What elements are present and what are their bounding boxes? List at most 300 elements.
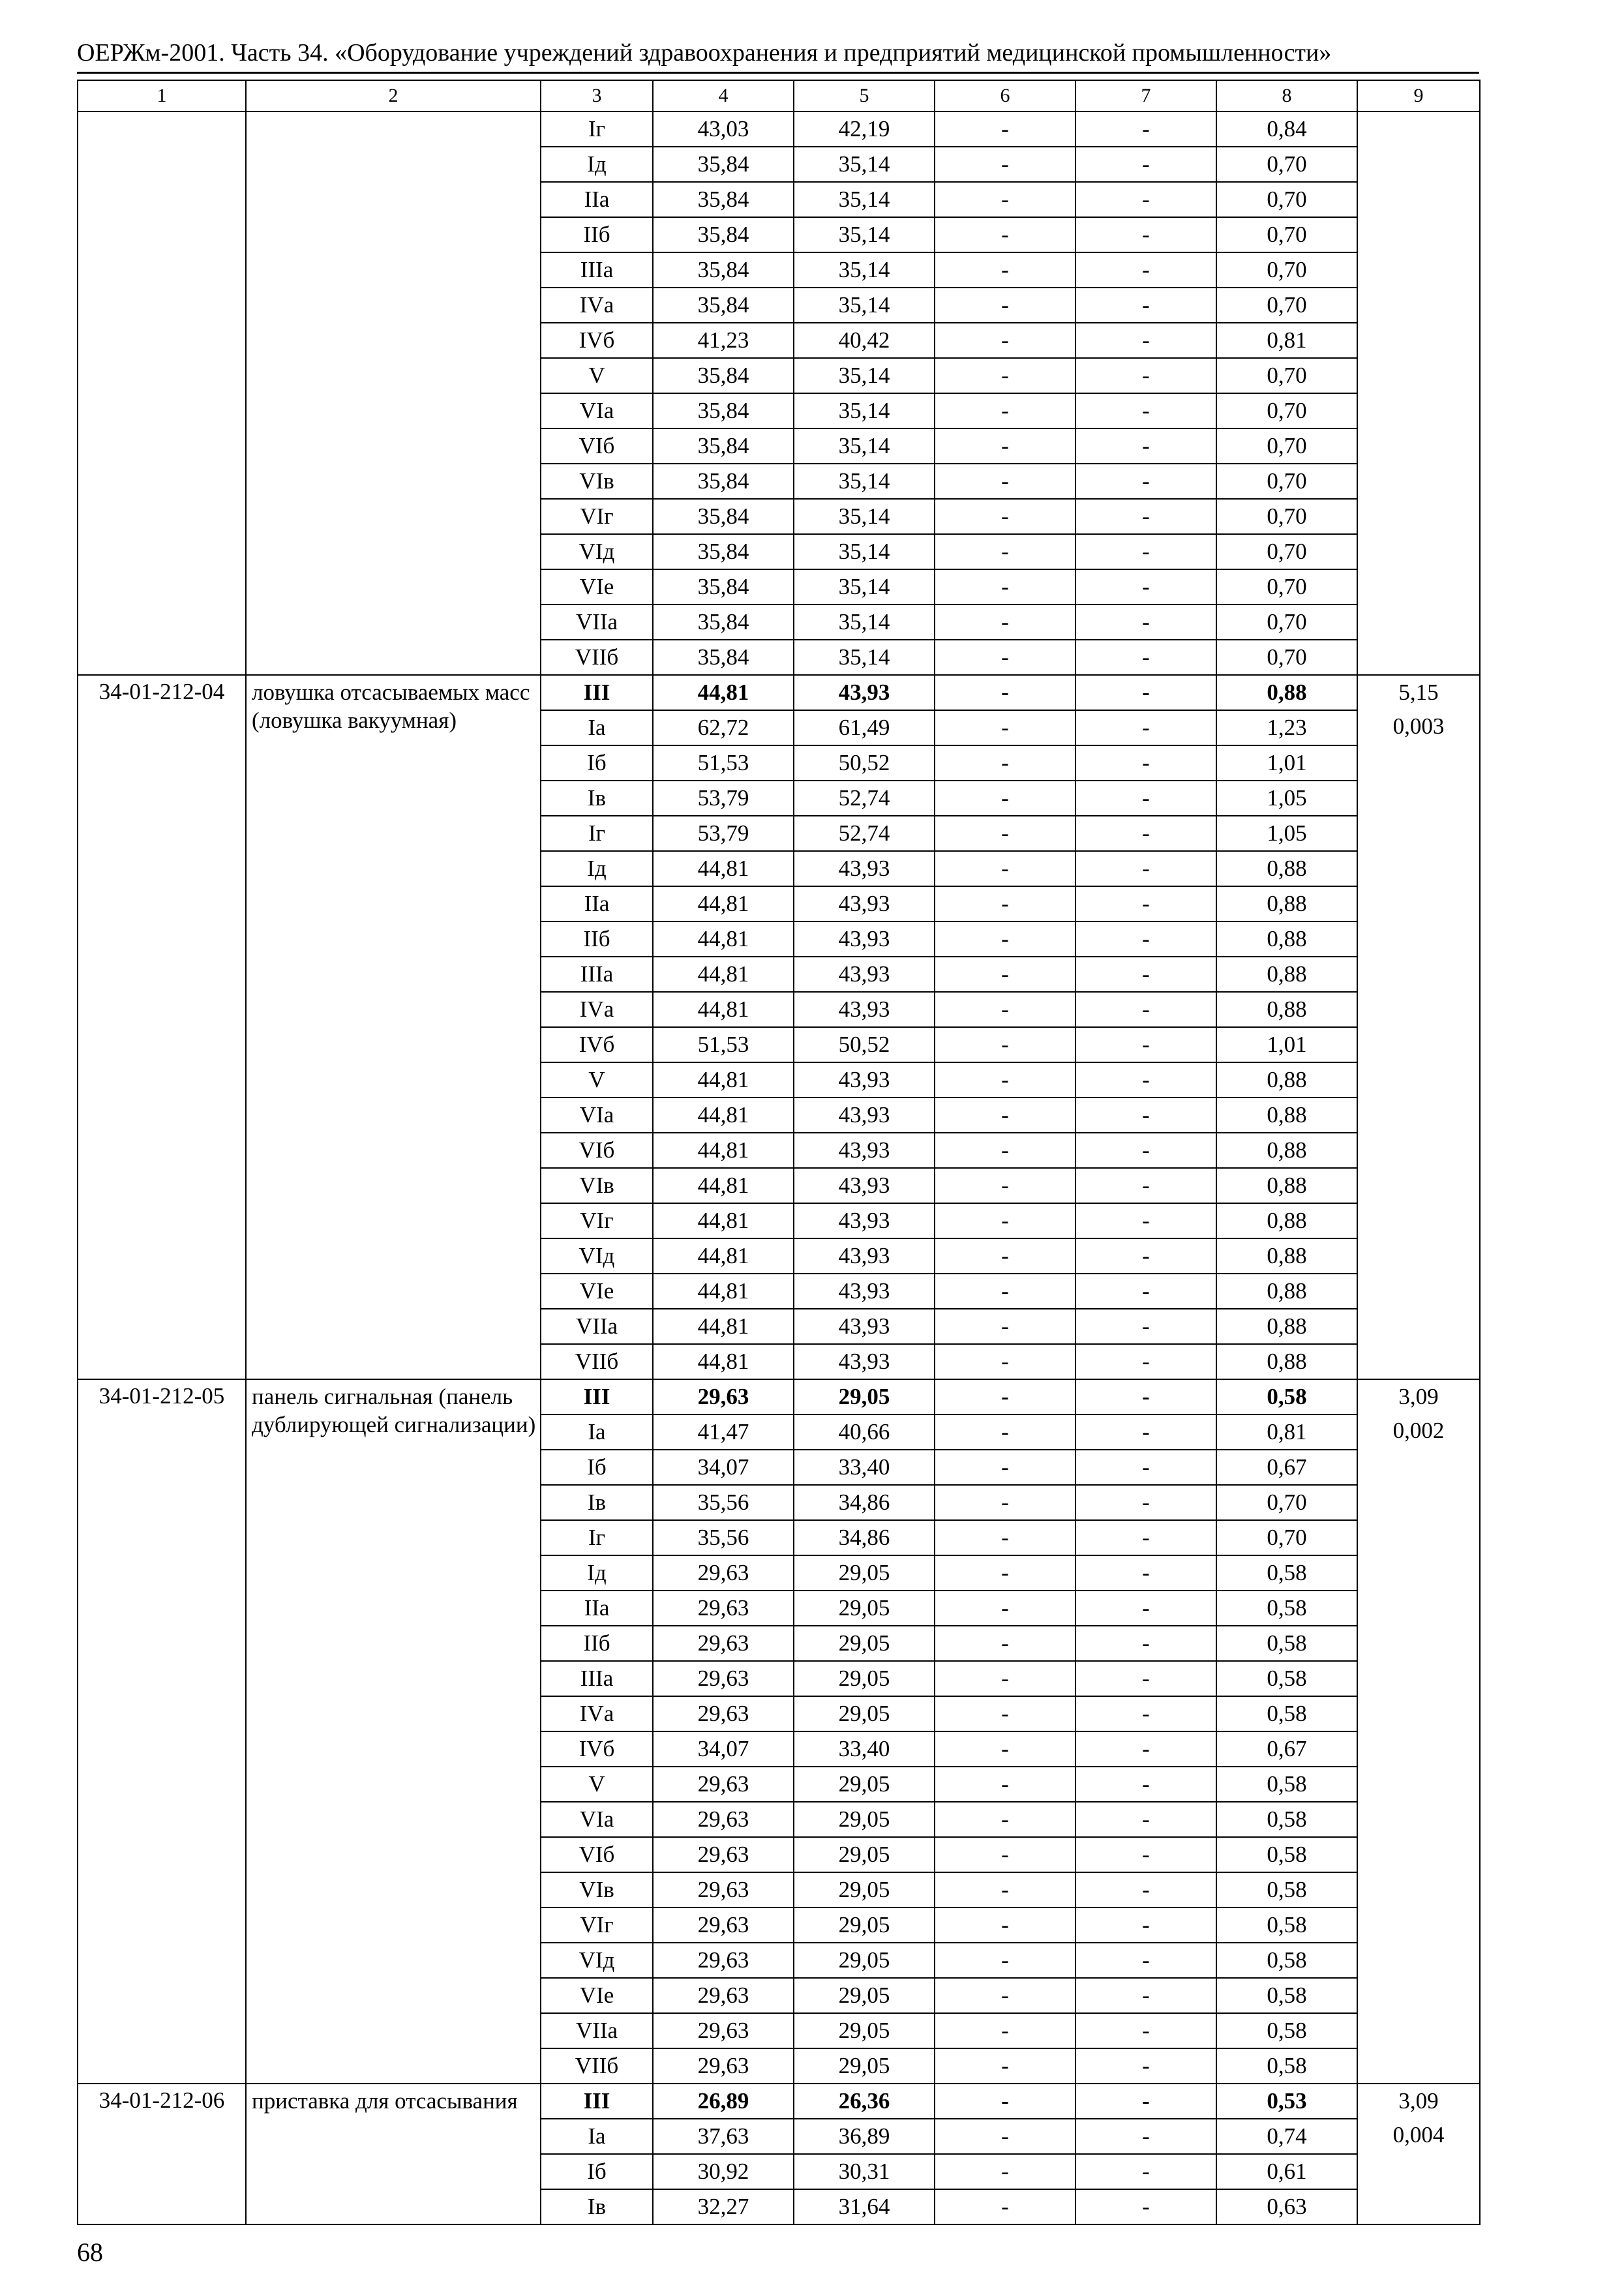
document-header: ОЕРЖм-2001. Часть 34. «Оборудование учреждений здравоохранения и предприятий медицинской промышленности» bbox=[77, 39, 1332, 67]
value-col5: 43,93 bbox=[794, 1062, 935, 1098]
value-col6: - bbox=[935, 499, 1075, 534]
value-col8: 0,88 bbox=[1216, 1203, 1357, 1238]
value-col6: - bbox=[935, 1802, 1075, 1837]
value-col4: 29,63 bbox=[653, 1626, 794, 1661]
table-row bbox=[78, 112, 1480, 147]
value-col8: 0,58 bbox=[1216, 1802, 1357, 1837]
value-col6: - bbox=[935, 1591, 1075, 1626]
value-col4: 29,63 bbox=[653, 1802, 794, 1837]
value-col4: 29,63 bbox=[653, 1696, 794, 1731]
value-col6: - bbox=[935, 1767, 1075, 1802]
zone-cell: VIе bbox=[541, 1274, 653, 1309]
zone-cell: VIг bbox=[541, 1203, 653, 1238]
col9-line: 0,004 bbox=[1392, 2122, 1445, 2147]
value-col7: - bbox=[1075, 1802, 1216, 1837]
value-col4: 35,84 bbox=[653, 605, 794, 640]
value-col5: 35,14 bbox=[794, 428, 935, 464]
resource-name: приставка для отсасывания bbox=[246, 2084, 541, 2224]
value-col4: 35,84 bbox=[653, 428, 794, 464]
zone-cell: VIб bbox=[541, 428, 653, 464]
value-col7: - bbox=[1075, 534, 1216, 569]
zone-cell: VIд bbox=[541, 1238, 653, 1274]
value-col4: 62,72 bbox=[653, 710, 794, 745]
value-col6: - bbox=[935, 957, 1075, 992]
value-col7: - bbox=[1075, 1872, 1216, 1908]
value-col7: - bbox=[1075, 1591, 1216, 1626]
zone-cell: VIе bbox=[541, 1978, 653, 2013]
value-col4: 43,03 bbox=[653, 112, 794, 147]
value-col7: - bbox=[1075, 816, 1216, 851]
value-col6: - bbox=[935, 2048, 1075, 2084]
value-col6: - bbox=[935, 1731, 1075, 1767]
value-col8: 0,70 bbox=[1216, 534, 1357, 569]
value-col8: 0,58 bbox=[1216, 1872, 1357, 1908]
zone-cell: IIб bbox=[541, 1626, 653, 1661]
zone-cell: VIб bbox=[541, 1133, 653, 1168]
value-col7: - bbox=[1075, 499, 1216, 534]
zone-cell: VIIб bbox=[541, 640, 653, 675]
value-col4: 35,84 bbox=[653, 182, 794, 217]
value-col8: 0,58 bbox=[1216, 1591, 1357, 1626]
value-col6: - bbox=[935, 323, 1075, 358]
column-number: 8 bbox=[1216, 80, 1357, 112]
value-col6: - bbox=[935, 2084, 1075, 2119]
value-col6: - bbox=[935, 1696, 1075, 1731]
value-col8: 0,58 bbox=[1216, 1661, 1357, 1696]
value-col4: 29,63 bbox=[653, 1837, 794, 1872]
value-col4: 51,53 bbox=[653, 745, 794, 781]
value-col7: - bbox=[1075, 323, 1216, 358]
resource-code: 34-01-212-05 bbox=[78, 1379, 246, 2084]
value-col8: 0,88 bbox=[1216, 992, 1357, 1027]
zone-cell: IIа bbox=[541, 1591, 653, 1626]
value-col5: 33,40 bbox=[794, 1731, 935, 1767]
zone-cell: VIа bbox=[541, 393, 653, 428]
value-col5: 29,05 bbox=[794, 1591, 935, 1626]
value-col7: - bbox=[1075, 1027, 1216, 1062]
value-col8: 0,88 bbox=[1216, 1309, 1357, 1344]
value-col8: 0,67 bbox=[1216, 1731, 1357, 1767]
value-col8: 0,58 bbox=[1216, 1908, 1357, 1943]
value-col6: - bbox=[935, 781, 1075, 816]
value-col5: 43,93 bbox=[794, 1098, 935, 1133]
value-col5: 43,93 bbox=[794, 1238, 935, 1274]
value-col8: 0,58 bbox=[1216, 1626, 1357, 1661]
value-col5: 29,05 bbox=[794, 1943, 935, 1978]
zone-cell: Iг bbox=[541, 1520, 653, 1555]
value-col8: 0,70 bbox=[1216, 182, 1357, 217]
value-col5: 35,14 bbox=[794, 393, 935, 428]
value-col5: 33,40 bbox=[794, 1450, 935, 1485]
value-col6: - bbox=[935, 2189, 1075, 2224]
value-col5: 43,93 bbox=[794, 921, 935, 957]
col9-line: 0,002 bbox=[1392, 1418, 1445, 1443]
table-row bbox=[78, 1379, 1480, 1414]
value-col4: 44,81 bbox=[653, 851, 794, 886]
value-col5: 35,14 bbox=[794, 147, 935, 182]
value-col7: - bbox=[1075, 1520, 1216, 1555]
value-col7: - bbox=[1075, 1379, 1216, 1414]
zone-cell: III bbox=[541, 675, 653, 710]
value-col7: - bbox=[1075, 1626, 1216, 1661]
value-col6: - bbox=[935, 816, 1075, 851]
value-col8: 0,88 bbox=[1216, 1168, 1357, 1203]
value-col6: - bbox=[935, 640, 1075, 675]
value-col5: 42,19 bbox=[794, 112, 935, 147]
value-col4: 44,81 bbox=[653, 1274, 794, 1309]
value-col7: - bbox=[1075, 1696, 1216, 1731]
zone-cell: III bbox=[541, 1379, 653, 1414]
value-col7: - bbox=[1075, 1661, 1216, 1696]
zone-cell: Iа bbox=[541, 2119, 653, 2154]
value-col7: - bbox=[1075, 2119, 1216, 2154]
value-col8: 0,88 bbox=[1216, 957, 1357, 992]
value-col7: - bbox=[1075, 569, 1216, 605]
value-col4: 44,81 bbox=[653, 1344, 794, 1379]
value-col4: 44,81 bbox=[653, 1133, 794, 1168]
value-col8: 0,61 bbox=[1216, 2154, 1357, 2189]
value-col4: 35,56 bbox=[653, 1520, 794, 1555]
value-col7: - bbox=[1075, 1837, 1216, 1872]
column-number: 7 bbox=[1075, 80, 1216, 112]
table-row bbox=[78, 675, 1480, 710]
value-col4: 44,81 bbox=[653, 921, 794, 957]
column-number: 6 bbox=[935, 80, 1075, 112]
value-col8: 1,23 bbox=[1216, 710, 1357, 745]
value-col8: 0,58 bbox=[1216, 1379, 1357, 1414]
value-col7: - bbox=[1075, 147, 1216, 182]
value-col8: 0,70 bbox=[1216, 1520, 1357, 1555]
zone-cell: IIа bbox=[541, 886, 653, 921]
zone-cell: IIIа bbox=[541, 252, 653, 288]
value-col4: 29,63 bbox=[653, 2048, 794, 2084]
value-col7: - bbox=[1075, 1978, 1216, 2013]
value-col6: - bbox=[935, 147, 1075, 182]
value-col4: 29,63 bbox=[653, 1591, 794, 1626]
zone-cell: V bbox=[541, 1767, 653, 1802]
value-col5: 29,05 bbox=[794, 1767, 935, 1802]
value-col6: - bbox=[935, 851, 1075, 886]
zone-cell: VIа bbox=[541, 1802, 653, 1837]
value-col4: 35,84 bbox=[653, 640, 794, 675]
zone-cell: IVб bbox=[541, 1731, 653, 1767]
value-col6: - bbox=[935, 2119, 1075, 2154]
value-col7: - bbox=[1075, 1133, 1216, 1168]
zone-cell: Iг bbox=[541, 112, 653, 147]
value-col5: 35,14 bbox=[794, 605, 935, 640]
value-col6: - bbox=[935, 1027, 1075, 1062]
value-col5: 43,93 bbox=[794, 851, 935, 886]
value-col6: - bbox=[935, 1098, 1075, 1133]
value-col5: 34,86 bbox=[794, 1485, 935, 1520]
col9-line: 3,09 bbox=[1398, 1384, 1439, 1409]
value-col5: 29,05 bbox=[794, 1978, 935, 2013]
value-col5: 29,05 bbox=[794, 1872, 935, 1908]
zone-cell: Iд bbox=[541, 1555, 653, 1591]
value-col4: 35,56 bbox=[653, 1485, 794, 1520]
value-col8: 0,70 bbox=[1216, 217, 1357, 252]
zone-cell: V bbox=[541, 358, 653, 393]
value-col4: 32,27 bbox=[653, 2189, 794, 2224]
value-col7: - bbox=[1075, 464, 1216, 499]
value-col7: - bbox=[1075, 2189, 1216, 2224]
zone-cell: VIIа bbox=[541, 1309, 653, 1344]
value-col8: 0,70 bbox=[1216, 605, 1357, 640]
value-col4: 44,81 bbox=[653, 957, 794, 992]
value-col6: - bbox=[935, 428, 1075, 464]
value-col5: 43,93 bbox=[794, 1203, 935, 1238]
value-col7: - bbox=[1075, 1555, 1216, 1591]
value-col5: 40,66 bbox=[794, 1414, 935, 1450]
value-col4: 30,92 bbox=[653, 2154, 794, 2189]
value-col4: 29,63 bbox=[653, 1555, 794, 1591]
value-col7: - bbox=[1075, 428, 1216, 464]
zone-cell: IIб bbox=[541, 217, 653, 252]
value-col7: - bbox=[1075, 1238, 1216, 1274]
value-col4: 41,23 bbox=[653, 323, 794, 358]
zone-cell: IVб bbox=[541, 323, 653, 358]
value-col5: 43,93 bbox=[794, 675, 935, 710]
zone-cell: Iв bbox=[541, 2189, 653, 2224]
value-col4: 44,81 bbox=[653, 675, 794, 710]
value-col8: 0,70 bbox=[1216, 252, 1357, 288]
value-col8: 0,70 bbox=[1216, 464, 1357, 499]
value-col4: 35,84 bbox=[653, 464, 794, 499]
value-col4: 44,81 bbox=[653, 886, 794, 921]
value-col8: 0,88 bbox=[1216, 1274, 1357, 1309]
value-col8: 0,88 bbox=[1216, 1238, 1357, 1274]
value-col6: - bbox=[935, 1872, 1075, 1908]
value-col4: 34,07 bbox=[653, 1731, 794, 1767]
header-rule bbox=[77, 72, 1479, 74]
value-col8: 0,70 bbox=[1216, 288, 1357, 323]
value-col6: - bbox=[935, 1379, 1075, 1414]
value-col6: - bbox=[935, 992, 1075, 1027]
zone-cell: Iг bbox=[541, 816, 653, 851]
value-col7: - bbox=[1075, 1098, 1216, 1133]
zone-cell: Iв bbox=[541, 781, 653, 816]
value-col4: 29,63 bbox=[653, 1767, 794, 1802]
col9-line: 3,09 bbox=[1398, 2088, 1439, 2114]
value-col6: - bbox=[935, 1238, 1075, 1274]
zone-cell: V bbox=[541, 1062, 653, 1098]
value-col6: - bbox=[935, 921, 1075, 957]
zone-cell: IIIа bbox=[541, 1661, 653, 1696]
value-col4: 35,84 bbox=[653, 569, 794, 605]
zone-cell: VIг bbox=[541, 1908, 653, 1943]
value-col7: - bbox=[1075, 2084, 1216, 2119]
value-col6: - bbox=[935, 1626, 1075, 1661]
value-col5: 29,05 bbox=[794, 1661, 935, 1696]
value-col4: 29,63 bbox=[653, 1978, 794, 2013]
value-col6: - bbox=[935, 1133, 1075, 1168]
value-col6: - bbox=[935, 2013, 1075, 2048]
value-col7: - bbox=[1075, 2048, 1216, 2084]
value-col5: 40,42 bbox=[794, 323, 935, 358]
value-col6: - bbox=[935, 1203, 1075, 1238]
value-col6: - bbox=[935, 1062, 1075, 1098]
zone-cell: VIIб bbox=[541, 1344, 653, 1379]
value-col4: 44,81 bbox=[653, 1309, 794, 1344]
zone-cell: VIв bbox=[541, 1872, 653, 1908]
value-col4: 53,79 bbox=[653, 781, 794, 816]
value-col7: - bbox=[1075, 1203, 1216, 1238]
zone-cell: Iд bbox=[541, 851, 653, 886]
value-col6: - bbox=[935, 710, 1075, 745]
value-col4: 35,84 bbox=[653, 252, 794, 288]
value-col8: 0,70 bbox=[1216, 358, 1357, 393]
value-col5: 35,14 bbox=[794, 252, 935, 288]
value-col5: 29,05 bbox=[794, 1908, 935, 1943]
value-col5: 52,74 bbox=[794, 816, 935, 851]
column-number: 2 bbox=[246, 80, 541, 112]
table-row bbox=[78, 2084, 1480, 2119]
value-col5: 52,74 bbox=[794, 781, 935, 816]
value-col5: 29,05 bbox=[794, 1379, 935, 1414]
value-col4: 35,84 bbox=[653, 358, 794, 393]
value-col5: 35,14 bbox=[794, 464, 935, 499]
zone-cell: IVа bbox=[541, 288, 653, 323]
value-col6: - bbox=[935, 1309, 1075, 1344]
zone-cell: VIа bbox=[541, 1098, 653, 1133]
value-col6: - bbox=[935, 393, 1075, 428]
value-col6: - bbox=[935, 1450, 1075, 1485]
value-col5: 36,89 bbox=[794, 2119, 935, 2154]
value-col4: 53,79 bbox=[653, 816, 794, 851]
value-col4: 34,07 bbox=[653, 1450, 794, 1485]
value-col5: 26,36 bbox=[794, 2084, 935, 2119]
value-col4: 51,53 bbox=[653, 1027, 794, 1062]
value-col5: 35,14 bbox=[794, 288, 935, 323]
column-number: 9 bbox=[1357, 80, 1480, 112]
value-col8: 0,70 bbox=[1216, 499, 1357, 534]
zone-cell: Iб bbox=[541, 2154, 653, 2189]
zone-cell: IIIа bbox=[541, 957, 653, 992]
value-col6: - bbox=[935, 288, 1075, 323]
value-col8: 0,88 bbox=[1216, 851, 1357, 886]
value-col4: 44,81 bbox=[653, 1203, 794, 1238]
value-col8: 0,88 bbox=[1216, 1098, 1357, 1133]
value-col8: 1,05 bbox=[1216, 781, 1357, 816]
value-col5: 29,05 bbox=[794, 1696, 935, 1731]
value-col8: 0,58 bbox=[1216, 1555, 1357, 1591]
zone-cell: VIIа bbox=[541, 605, 653, 640]
value-col6: - bbox=[935, 534, 1075, 569]
value-col5: 35,14 bbox=[794, 640, 935, 675]
value-col5: 35,14 bbox=[794, 534, 935, 569]
value-col6: - bbox=[935, 1274, 1075, 1309]
value-col7: - bbox=[1075, 2154, 1216, 2189]
value-col7: - bbox=[1075, 957, 1216, 992]
zone-cell: Iа bbox=[541, 1414, 653, 1450]
value-col7: - bbox=[1075, 1344, 1216, 1379]
value-col8: 1,01 bbox=[1216, 745, 1357, 781]
value-col7: - bbox=[1075, 217, 1216, 252]
value-col8: 0,63 bbox=[1216, 2189, 1357, 2224]
value-col7: - bbox=[1075, 393, 1216, 428]
value-col8: 0,70 bbox=[1216, 1485, 1357, 1520]
resource-name: ловушка отсасываемых масс (ловушка вакуумная) bbox=[246, 675, 541, 1379]
zone-cell: Iд bbox=[541, 147, 653, 182]
value-col4: 29,63 bbox=[653, 1908, 794, 1943]
zone-cell: VIIа bbox=[541, 2013, 653, 2048]
value-col6: - bbox=[935, 1414, 1075, 1450]
value-col7: - bbox=[1075, 2013, 1216, 2048]
value-col4: 26,89 bbox=[653, 2084, 794, 2119]
value-col4: 41,47 bbox=[653, 1414, 794, 1450]
zone-cell: IVа bbox=[541, 1696, 653, 1731]
value-col8: 0,67 bbox=[1216, 1450, 1357, 1485]
value-col8: 0,58 bbox=[1216, 1978, 1357, 2013]
value-col6: - bbox=[935, 745, 1075, 781]
value-col7: - bbox=[1075, 1274, 1216, 1309]
value-col5: 29,05 bbox=[794, 1555, 935, 1591]
value-col5: 35,14 bbox=[794, 569, 935, 605]
value-col8: 0,88 bbox=[1216, 1344, 1357, 1379]
resource-name bbox=[246, 112, 541, 675]
value-col8: 0,58 bbox=[1216, 2048, 1357, 2084]
value-col6: - bbox=[935, 358, 1075, 393]
value-col7: - bbox=[1075, 640, 1216, 675]
value-col5: 35,14 bbox=[794, 217, 935, 252]
value-col8: 0,58 bbox=[1216, 1696, 1357, 1731]
value-col6: - bbox=[935, 252, 1075, 288]
value-col4: 44,81 bbox=[653, 1062, 794, 1098]
value-col5: 29,05 bbox=[794, 2013, 935, 2048]
value-col6: - bbox=[935, 1943, 1075, 1978]
value-col7: - bbox=[1075, 1168, 1216, 1203]
value-col7: - bbox=[1075, 1414, 1216, 1450]
value-col7: - bbox=[1075, 1485, 1216, 1520]
value-col7: - bbox=[1075, 288, 1216, 323]
value-col8: 0,88 bbox=[1216, 1062, 1357, 1098]
value-col5: 29,05 bbox=[794, 1802, 935, 1837]
value-col4: 29,63 bbox=[653, 1379, 794, 1414]
value-col8: 0,70 bbox=[1216, 428, 1357, 464]
zone-cell: IIа bbox=[541, 182, 653, 217]
value-col5: 30,31 bbox=[794, 2154, 935, 2189]
value-col5: 43,93 bbox=[794, 957, 935, 992]
value-col5: 29,05 bbox=[794, 2048, 935, 2084]
value-col8: 1,05 bbox=[1216, 816, 1357, 851]
zone-cell: VIв bbox=[541, 1168, 653, 1203]
value-col6: - bbox=[935, 1837, 1075, 1872]
value-col8: 0,70 bbox=[1216, 393, 1357, 428]
value-col6: - bbox=[935, 1978, 1075, 2013]
value-col8: 1,01 bbox=[1216, 1027, 1357, 1062]
column-number-row bbox=[78, 80, 1480, 112]
value-col9 bbox=[1357, 112, 1480, 675]
value-col4: 35,84 bbox=[653, 288, 794, 323]
value-col5: 43,93 bbox=[794, 1133, 935, 1168]
zone-cell: Iб bbox=[541, 1450, 653, 1485]
value-col7: - bbox=[1075, 1731, 1216, 1767]
value-col6: - bbox=[935, 605, 1075, 640]
zone-cell: VIд bbox=[541, 1943, 653, 1978]
value-col7: - bbox=[1075, 710, 1216, 745]
value-col5: 43,93 bbox=[794, 1344, 935, 1379]
value-col6: - bbox=[935, 1168, 1075, 1203]
value-col5: 43,93 bbox=[794, 886, 935, 921]
value-col7: - bbox=[1075, 1767, 1216, 1802]
rates-table bbox=[77, 80, 1481, 2225]
value-col7: - bbox=[1075, 252, 1216, 288]
value-col7: - bbox=[1075, 1943, 1216, 1978]
value-col5: 29,05 bbox=[794, 1626, 935, 1661]
value-col5: 43,93 bbox=[794, 992, 935, 1027]
value-col6: - bbox=[935, 569, 1075, 605]
zone-cell: VIе bbox=[541, 569, 653, 605]
